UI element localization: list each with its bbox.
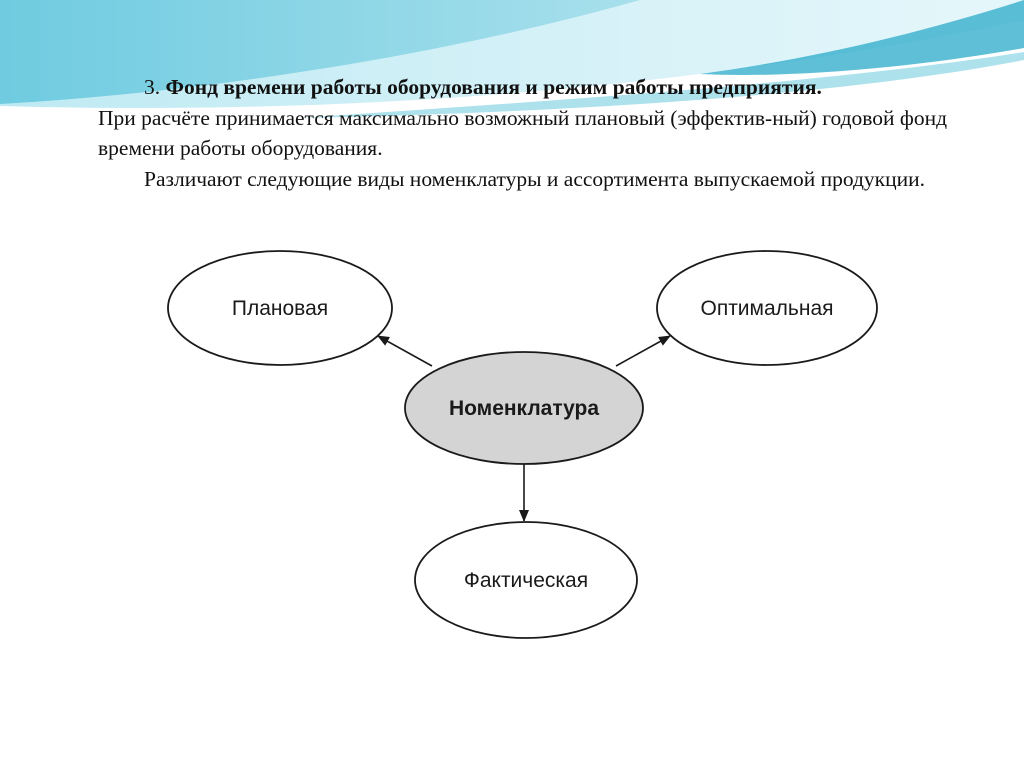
node-actual [415,522,637,638]
node-optimal-label: Оптимальная [700,297,834,320]
paragraph-fund-calculation: При расчёте принимается максимально возможный плановый (эффектив-ный) годовой фонд времени работы оборудования. [98,105,948,160]
node-planned [168,251,392,365]
node-planned-label: Плановая [231,297,329,320]
node-center-label: Номенклатура [448,397,600,420]
heading-title: Фонд времени работы оборудования и режим работы предприятия. [165,75,822,99]
node-actual-label: Фактическая [463,569,589,592]
heading-number: 3. [144,75,161,99]
paragraph-nomenclature-types: Различают следующие виды номенклатуры и ассортимента выпускаемой продукции. [144,166,926,191]
nomenclature-diagram [166,242,878,642]
slide-text [98,72,958,194]
arrow-to-optimal [616,336,670,366]
node-center [405,352,643,464]
arrow-to-planned [378,336,432,366]
slide-heading [98,72,958,103]
node-optimal [657,251,877,365]
